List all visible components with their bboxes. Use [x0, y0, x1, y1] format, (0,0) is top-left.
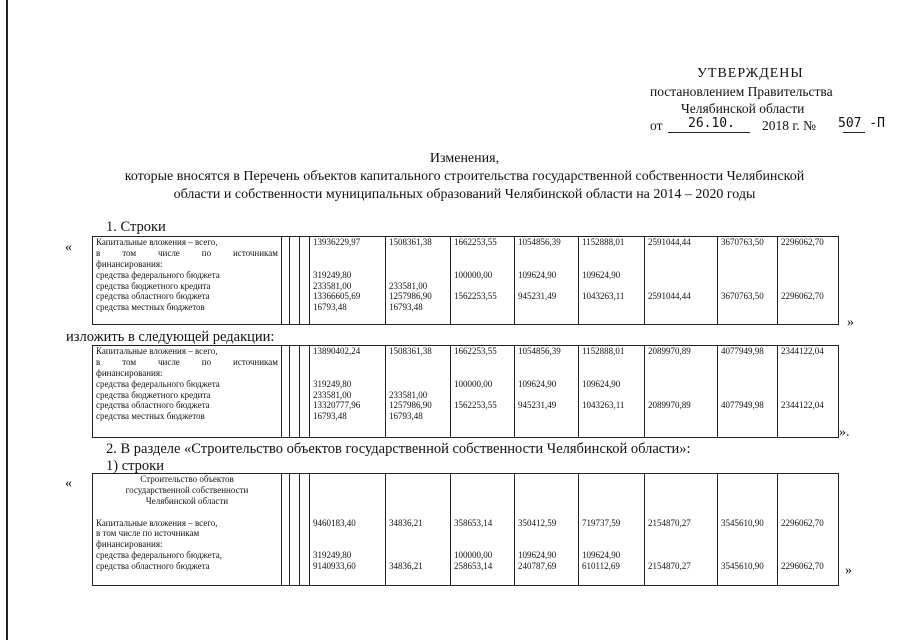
- value-cell: 1662253,55: [454, 346, 497, 356]
- value-cell: [781, 539, 835, 550]
- value-column: [579, 237, 645, 325]
- label-sources: в том числе по источникам: [96, 356, 278, 367]
- value-cell: 319249,80: [313, 550, 352, 561]
- value-cell: 13890402,24: [313, 346, 361, 356]
- object-heading-1: Строительство объектов: [140, 474, 234, 484]
- spacer: [648, 496, 714, 507]
- value-cell: 13936229,97: [313, 237, 361, 247]
- value-column: [718, 237, 778, 325]
- value-cell: [781, 411, 835, 422]
- value-cell: 16793,48: [389, 302, 423, 313]
- value-column: [515, 237, 579, 325]
- value-cell: [454, 259, 511, 270]
- value-cell: [454, 368, 511, 379]
- value-cell: 9140933,60: [313, 561, 356, 572]
- value-cell: [389, 357, 447, 368]
- label-federal: средства федерального бюджета: [96, 378, 220, 389]
- value-cell: 945231,49: [518, 291, 557, 302]
- empty-cell: [282, 237, 290, 325]
- value-cell: 4077949,98: [721, 346, 764, 356]
- value-cell: 319249,80: [313, 378, 352, 389]
- value-cell: 1508361,38: [389, 346, 432, 356]
- value-cell: 1043263,11: [582, 291, 625, 302]
- value-cell: [454, 357, 511, 368]
- spacer: [781, 496, 835, 507]
- close-quote-1: »: [847, 315, 854, 330]
- value-cell: [389, 270, 447, 281]
- value-cell: [389, 550, 447, 561]
- value-cell: 2591044,44: [648, 291, 691, 302]
- row-labels: [93, 346, 282, 438]
- value-cell: [518, 302, 575, 313]
- approval-number: 507 -П: [838, 116, 885, 131]
- value-cell: 1054856,39: [518, 237, 561, 247]
- label-local: средства местных бюджетов: [96, 302, 205, 313]
- value-cell: [648, 379, 714, 390]
- spacer: [648, 507, 714, 518]
- spacer: [389, 485, 447, 496]
- replace-text: изложить в следующей редакции:: [66, 329, 275, 345]
- value-cell: [454, 390, 511, 401]
- spacer: [781, 474, 835, 485]
- value-cell: 16793,48: [313, 302, 347, 313]
- empty-cell: [300, 237, 310, 325]
- label-credit: средства бюджетного кредита: [96, 280, 211, 291]
- value-cell: [313, 528, 382, 539]
- value-column: [386, 237, 451, 325]
- value-cell: [582, 528, 641, 539]
- value-cell: [648, 550, 714, 561]
- value-cell: [648, 248, 714, 259]
- label-federal: средства федерального бюджета: [96, 269, 220, 280]
- value-cell: 2154870,27: [648, 517, 691, 528]
- value-cell: 2296062,70: [781, 517, 824, 528]
- spacer: [96, 507, 278, 518]
- value-cell: 16793,48: [389, 411, 423, 422]
- value-cell: [721, 281, 774, 292]
- value-cell: [721, 379, 774, 390]
- value-cell: [721, 368, 774, 379]
- label-financing: финансирования:: [96, 367, 163, 378]
- value-cell: [582, 390, 641, 401]
- table-new-rows: [92, 345, 839, 438]
- value-cell: [721, 539, 774, 550]
- doc-heading-1: Изменения,: [429, 151, 500, 166]
- empty-cell: [300, 474, 310, 586]
- value-column: [778, 237, 839, 325]
- value-cell: [582, 281, 641, 292]
- value-cell: [648, 259, 714, 270]
- value-cell: [721, 411, 774, 422]
- spacer: [582, 485, 641, 496]
- value-cell: 610112,69: [582, 561, 620, 572]
- value-cell: [582, 357, 641, 368]
- value-cell: 100000,00: [454, 550, 493, 561]
- value-cell: [582, 248, 641, 259]
- value-cell: 1257986,90: [389, 400, 432, 411]
- value-column: [451, 346, 515, 438]
- value-cell: 16793,48: [313, 411, 347, 422]
- label-total: Капитальные вложения – всего,: [96, 346, 218, 356]
- label-financing: финансирования:: [96, 539, 163, 550]
- value-column: [645, 237, 718, 325]
- value-cell: 945231,49: [518, 400, 557, 411]
- doc-heading-2: которые вносятся в Перечень объектов капитального строительства государственной собственности Челябинской: [124, 169, 805, 184]
- value-cell: [582, 411, 641, 422]
- value-column: [386, 346, 451, 438]
- label-local: средства местных бюджетов: [96, 411, 205, 422]
- value-cell: 233581,00: [313, 389, 352, 400]
- value-cell: [781, 248, 835, 259]
- value-cell: [648, 390, 714, 401]
- approval-date-value: 26.10.: [688, 116, 735, 131]
- label-sources: в том числе по источникам: [96, 247, 278, 258]
- spacer: [313, 485, 382, 496]
- value-cell: 1152888,01: [582, 237, 625, 247]
- value-cell: [454, 302, 511, 313]
- empty-cell: [282, 346, 290, 438]
- object-heading-2: государственной собственности: [125, 484, 249, 495]
- spacer: [454, 474, 511, 485]
- value-cell: [313, 248, 382, 259]
- value-cell: [313, 368, 382, 379]
- value-cell: [781, 302, 835, 313]
- spacer: [454, 496, 511, 507]
- value-cell: 2296062,70: [781, 561, 824, 572]
- value-cell: [389, 259, 447, 270]
- value-cell: 3670763,50: [721, 291, 764, 302]
- value-cell: [781, 379, 835, 390]
- spacer: [518, 496, 575, 507]
- value-cell: [454, 248, 511, 259]
- value-cell: 2089970,89: [648, 400, 691, 411]
- label-total: Капитальные вложения – всего,: [96, 517, 218, 528]
- value-cell: [389, 379, 447, 390]
- value-column: [515, 346, 579, 438]
- label-sources: в том числе по источникам: [96, 528, 200, 539]
- value-cell: 233581,00: [389, 389, 428, 400]
- value-cell: 100000,00: [454, 269, 493, 280]
- spacer: [721, 507, 774, 518]
- value-cell: 1054856,39: [518, 346, 561, 356]
- value-cell: [454, 411, 511, 422]
- value-column: [451, 474, 515, 586]
- value-cell: 240787,69: [518, 561, 557, 572]
- spacer: [648, 474, 714, 485]
- value-cell: [721, 259, 774, 270]
- table-original-rows: [92, 236, 839, 325]
- value-column: [515, 474, 579, 586]
- value-cell: 2089970,89: [648, 346, 691, 356]
- value-column: [451, 237, 515, 325]
- value-cell: [454, 539, 511, 550]
- doc-heading-3: области и собственности муниципальных образований Челябинской области на 2014 – 2020 годы: [173, 187, 756, 202]
- label-financing: финансирования:: [96, 258, 163, 269]
- row-labels: [93, 237, 282, 325]
- section-2-title: 2. В разделе «Строительство объектов государственной собственности Челябинской области»:: [106, 441, 691, 457]
- value-cell: [721, 270, 774, 281]
- value-cell: [781, 550, 835, 561]
- value-cell: 1152888,01: [582, 346, 625, 356]
- value-cell: 1562253,55: [454, 291, 497, 302]
- value-cell: [781, 270, 835, 281]
- value-cell: [389, 539, 447, 550]
- value-column: [778, 474, 839, 586]
- date-underline: [668, 132, 750, 133]
- value-cell: 109624,90: [518, 378, 557, 389]
- spacer: [389, 474, 447, 485]
- value-cell: 4077949,98: [721, 400, 764, 411]
- number-underline: [843, 132, 865, 133]
- value-cell: 2344122,04: [781, 400, 824, 411]
- spacer: [582, 507, 641, 518]
- value-column: [386, 474, 451, 586]
- value-cell: [582, 539, 641, 550]
- value-cell: 109624,90: [582, 378, 621, 389]
- value-column: [579, 474, 645, 586]
- value-cell: 233581,00: [389, 280, 428, 291]
- value-cell: 2296062,70: [781, 291, 824, 302]
- value-cell: [648, 528, 714, 539]
- value-cell: [518, 528, 575, 539]
- value-cell: 109624,90: [582, 269, 621, 280]
- value-column: [310, 237, 386, 325]
- spacer: [518, 507, 575, 518]
- value-cell: 2344122,04: [781, 346, 824, 356]
- label-credit: средства бюджетного кредита: [96, 389, 211, 400]
- section-1-title: 1. Строки: [106, 219, 166, 235]
- value-cell: [518, 411, 575, 422]
- value-cell: [518, 248, 575, 259]
- value-cell: 1562253,55: [454, 400, 497, 411]
- value-column: [310, 346, 386, 438]
- open-quote-1: «: [65, 240, 72, 255]
- spacer: [518, 485, 575, 496]
- value-cell: [781, 390, 835, 401]
- value-cell: [648, 302, 714, 313]
- close-quote-2: ».: [839, 425, 850, 440]
- value-cell: 2591044,44: [648, 237, 691, 247]
- value-cell: 350412,59: [518, 517, 557, 528]
- value-column: [718, 474, 778, 586]
- value-cell: [648, 270, 714, 281]
- value-cell: [518, 259, 575, 270]
- value-cell: [454, 281, 511, 292]
- value-cell: 13366605,69: [313, 291, 361, 302]
- value-cell: [721, 550, 774, 561]
- empty-cell: [300, 346, 310, 438]
- value-cell: 109624,90: [582, 550, 621, 561]
- approval-line-1: постановлением Правительства: [650, 84, 833, 99]
- value-cell: [518, 539, 575, 550]
- value-cell: 719737,59: [582, 517, 621, 528]
- value-cell: [721, 390, 774, 401]
- value-cell: [518, 368, 575, 379]
- empty-cell: [290, 474, 300, 586]
- empty-cell: [282, 474, 290, 586]
- section-2-sub: 1) строки: [106, 458, 164, 474]
- value-cell: 1508361,38: [389, 237, 432, 247]
- approval-line-2: Челябинской области: [681, 101, 805, 116]
- value-cell: [781, 357, 835, 368]
- value-cell: 13320777,96: [313, 400, 361, 411]
- value-cell: [648, 368, 714, 379]
- open-quote-3: «: [65, 476, 72, 491]
- spacer: [389, 507, 447, 518]
- spacer: [313, 507, 382, 518]
- value-cell: 1043263,11: [582, 400, 625, 411]
- value-cell: [721, 528, 774, 539]
- value-cell: [389, 368, 447, 379]
- approval-date-year: 2018 г. №: [762, 118, 817, 133]
- value-cell: [313, 259, 382, 270]
- value-cell: [518, 390, 575, 401]
- value-cell: 258653,14: [454, 561, 493, 572]
- value-cell: 9460183,40: [313, 517, 356, 528]
- spacer: [313, 496, 382, 507]
- value-cell: 109624,90: [518, 550, 557, 561]
- value-cell: 2296062,70: [781, 237, 824, 247]
- value-cell: [518, 357, 575, 368]
- value-cell: [518, 281, 575, 292]
- value-cell: 100000,00: [454, 378, 493, 389]
- value-cell: 34836,21: [389, 517, 423, 528]
- value-cell: [582, 302, 641, 313]
- value-cell: [648, 539, 714, 550]
- label-regional: средства областного бюджета: [96, 561, 210, 572]
- spacer: [454, 485, 511, 496]
- value-cell: 319249,80: [313, 269, 352, 280]
- spacer: [518, 474, 575, 485]
- approval-date-prefix: от: [650, 118, 663, 133]
- value-cell: [454, 528, 511, 539]
- spacer: [781, 507, 835, 518]
- value-cell: [389, 248, 447, 259]
- value-cell: [313, 539, 382, 550]
- close-quote-3: »: [845, 563, 852, 578]
- value-cell: [781, 259, 835, 270]
- spacer: [721, 474, 774, 485]
- value-column: [645, 474, 718, 586]
- value-cell: 1662253,55: [454, 237, 497, 247]
- value-column: [645, 346, 718, 438]
- spacer: [389, 496, 447, 507]
- table-section-2: [92, 473, 839, 586]
- value-cell: 233581,00: [313, 280, 352, 291]
- approval-title: УТВЕРЖДЕНЫ: [697, 66, 804, 81]
- label-regional: средства областного бюджета: [96, 400, 210, 411]
- value-cell: [721, 302, 774, 313]
- value-column: [310, 474, 386, 586]
- row-labels: [93, 474, 282, 586]
- value-cell: [313, 357, 382, 368]
- page-edge-rule: [6, 0, 8, 640]
- value-cell: [582, 259, 641, 270]
- value-cell: 3545610,90: [721, 517, 764, 528]
- value-cell: 2154870,27: [648, 561, 691, 572]
- value-cell: [781, 528, 835, 539]
- spacer: [454, 507, 511, 518]
- object-heading-3: Челябинской области: [145, 495, 229, 506]
- value-cell: 3670763,50: [721, 237, 764, 247]
- label-total: Капитальные вложения – всего,: [96, 237, 218, 247]
- spacer: [582, 496, 641, 507]
- value-cell: 1257986,90: [389, 291, 432, 302]
- value-cell: [389, 528, 447, 539]
- value-cell: [648, 411, 714, 422]
- value-column: [718, 346, 778, 438]
- value-cell: [721, 248, 774, 259]
- value-cell: [582, 368, 641, 379]
- value-cell: [648, 357, 714, 368]
- spacer: [582, 474, 641, 485]
- value-cell: [721, 357, 774, 368]
- value-cell: 358653,14: [454, 517, 493, 528]
- empty-cell: [290, 237, 300, 325]
- label-regional: средства областного бюджета: [96, 291, 210, 302]
- value-cell: 109624,90: [518, 269, 557, 280]
- value-column: [579, 346, 645, 438]
- value-column: [778, 346, 839, 438]
- value-cell: [648, 281, 714, 292]
- spacer: [721, 485, 774, 496]
- spacer: [781, 485, 835, 496]
- empty-cell: [290, 346, 300, 438]
- value-cell: [781, 281, 835, 292]
- value-cell: [781, 368, 835, 379]
- value-cell: 34836,21: [389, 561, 423, 572]
- spacer: [313, 474, 382, 485]
- spacer: [648, 485, 714, 496]
- label-federal: средства федерального бюджета,: [96, 550, 223, 561]
- spacer: [721, 496, 774, 507]
- value-cell: 3545610,90: [721, 561, 764, 572]
